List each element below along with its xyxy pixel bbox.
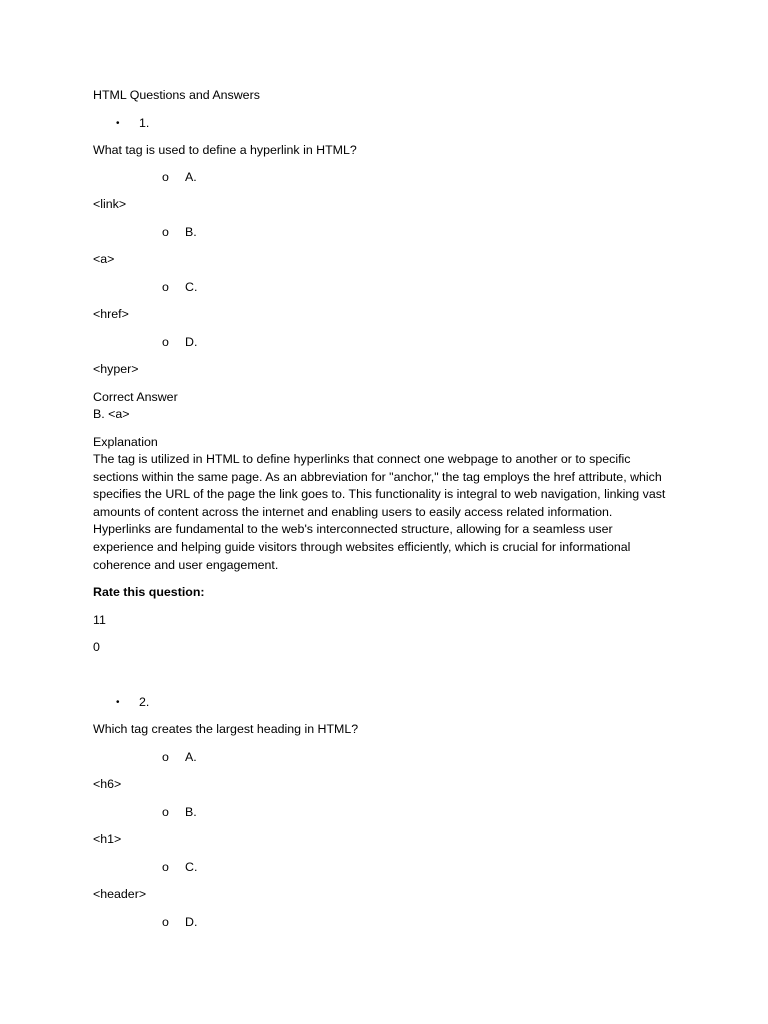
correct-answer-value: B. <a> — [93, 407, 130, 421]
option-letter: D. — [185, 335, 198, 349]
downvote-count[interactable]: 0 — [93, 640, 100, 654]
option-value: <h6> — [93, 777, 122, 791]
question-number: 2. — [139, 695, 150, 709]
correct-answer-label: Correct Answer — [93, 390, 178, 404]
question-number: 1. — [139, 116, 150, 130]
bullet-icon: • — [116, 697, 120, 708]
document-title: HTML Questions and Answers — [93, 88, 260, 102]
option-letter: C. — [185, 280, 198, 294]
option-value: <hyper> — [93, 362, 139, 376]
explanation-label: Explanation — [93, 435, 158, 449]
option-bullet-icon: o — [162, 805, 169, 819]
option-letter: A. — [185, 750, 197, 764]
option-value: <a> — [93, 252, 115, 266]
option-letter: A. — [185, 170, 197, 184]
option-bullet-icon: o — [162, 280, 169, 294]
option-value: <link> — [93, 197, 127, 211]
option-letter: B. — [185, 805, 197, 819]
question-text: What tag is used to define a hyperlink in HTML? — [93, 143, 357, 157]
option-value: <header> — [93, 887, 147, 901]
rate-question-label: Rate this question: — [93, 585, 205, 599]
explanation-text: The tag is utilized in HTML to define hyperlinks that connect one webpage to another or to specific sections within the same page. As an abbreviation for "anchor," the tag employs the href attribute, which specifies the URL of the page the link goes to. This functionality is integral to web navigation, linking vast amounts of content across the internet and enabling users to easily access related information. Hyperlinks are fundamental to the web's interconnected structure, allowing for a seamless user experience and helping guide visitors through websites efficiently, which is crucial for informational coherence and user engagement. — [93, 452, 666, 572]
option-bullet-icon: o — [162, 225, 169, 239]
option-bullet-icon: o — [162, 750, 169, 764]
option-value: <h1> — [93, 832, 122, 846]
option-letter: D. — [185, 915, 198, 929]
option-bullet-icon: o — [162, 915, 169, 929]
option-bullet-icon: o — [162, 170, 169, 184]
option-bullet-icon: o — [162, 860, 169, 874]
bullet-icon: • — [116, 118, 120, 129]
option-letter: C. — [185, 860, 198, 874]
option-value: <href> — [93, 307, 129, 321]
upvote-count[interactable]: 11 — [93, 613, 106, 627]
option-letter: B. — [185, 225, 197, 239]
option-bullet-icon: o — [162, 335, 169, 349]
question-text: Which tag creates the largest heading in HTML? — [93, 722, 359, 736]
